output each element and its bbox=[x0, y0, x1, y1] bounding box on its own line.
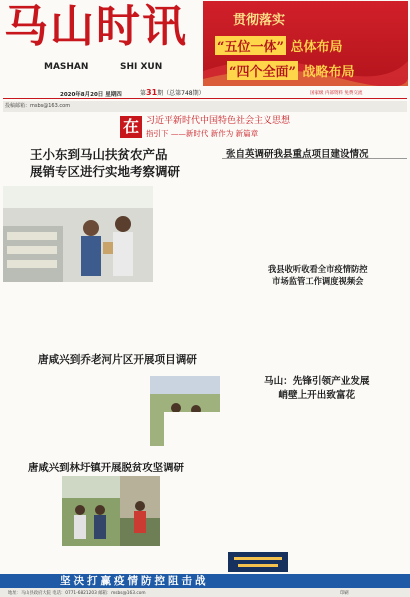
banner-heading: 贯彻落实 bbox=[233, 13, 286, 28]
headline-banner bbox=[203, 1, 408, 86]
headline-a2: 张自英调研我县重点项目建设情况 bbox=[226, 149, 369, 160]
headline-a1: 王小东到马山扶贫农产品 展销专区进行实地考察调研 bbox=[30, 147, 181, 179]
caption-box-a4 bbox=[164, 412, 224, 452]
masthead-en-right: SHI XUN bbox=[120, 62, 163, 72]
column-mark: 在 bbox=[120, 116, 142, 138]
banner-line-2: “四个全面” 战略布局 bbox=[227, 61, 355, 80]
footer-right: 印刷 bbox=[340, 591, 349, 596]
email-text: 投稿邮箱：msbs@163.com bbox=[5, 103, 71, 109]
column-title-line-2: 指引下 ——新时代 新作为 新篇章 bbox=[146, 129, 259, 138]
photo-a6-illustration bbox=[62, 476, 120, 546]
masthead-en-left: MASHAN bbox=[44, 62, 89, 72]
footer-slogan: 坚决打赢疫情防控阻击战 bbox=[60, 575, 209, 587]
photo-a6b-illustration bbox=[120, 476, 160, 546]
ad-box bbox=[228, 552, 288, 572]
photo-a6b bbox=[120, 476, 160, 546]
masthead-info-right: 国家级 内部资料 免费交流 bbox=[310, 91, 363, 96]
issue-number-value: 31 bbox=[146, 88, 158, 97]
headline-a3: 我县收听收看全市疫情防控 市场监管工作调度视频会 bbox=[268, 264, 368, 286]
headline-a5: 马山：先锋引领产业发展 峭壁上开出致富花 bbox=[264, 376, 370, 401]
ad-box-decoration bbox=[228, 552, 288, 572]
masthead-rule bbox=[3, 98, 407, 99]
photo-a6 bbox=[62, 476, 120, 546]
headline-a4: 唐咸兴到乔老河片区开展项目调研 bbox=[38, 354, 197, 366]
issue-date: 2020年8月20日 星期四 bbox=[60, 92, 122, 98]
photo-a1-illustration bbox=[3, 186, 153, 282]
headline-a6: 唐咸兴到林圩镇开展脱贫攻坚调研 bbox=[28, 462, 184, 474]
rule-a2 bbox=[222, 158, 407, 159]
masthead-title: 马山时讯 bbox=[4, 2, 188, 52]
column-title-line-1: 习近平新时代中国特色社会主义思想 bbox=[146, 116, 291, 126]
footer-address: 地址：马山县政府大院 电话：0771-6821203 邮箱：msbs@163.com bbox=[8, 591, 146, 596]
photo-a1 bbox=[3, 186, 153, 282]
issue-number: 第31期（总第748期） bbox=[140, 88, 205, 97]
banner-line-1: “五位一体” 总体布局 bbox=[215, 36, 343, 55]
